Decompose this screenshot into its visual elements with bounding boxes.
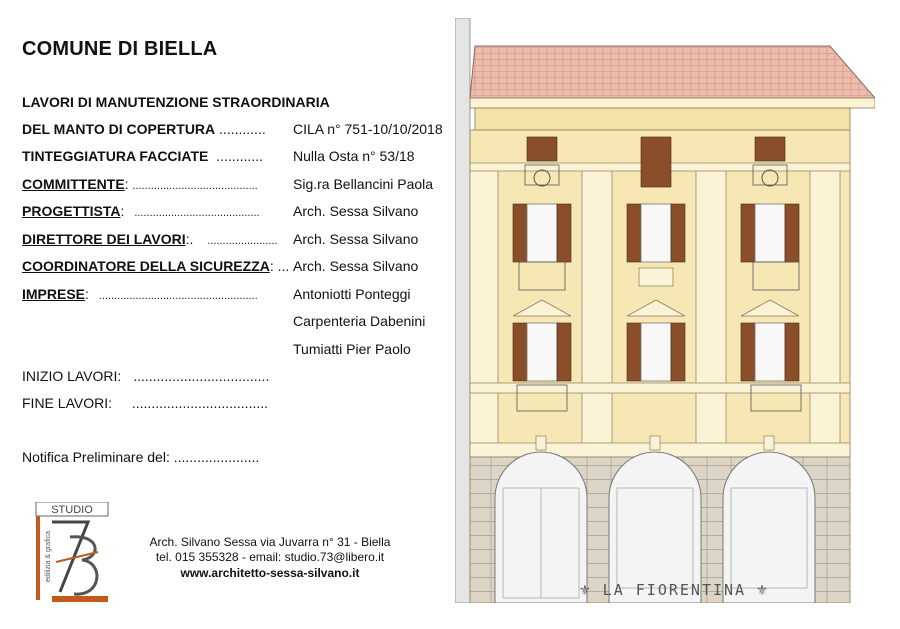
direttore-row: DIRETTORE DEI LAVORI:. ....................... [22,231,278,247]
imprese-value-3: Tumiatti Pier Paolo [293,341,411,357]
progettista-value: Arch. Sessa Silvano [293,203,419,219]
imprese-row: IMPRESE: .................................................... [22,286,258,302]
committente-row: COMMITTENTE: ......................................... [22,176,258,192]
direttore-label: DIRETTORE DEI LAVORI [22,231,186,247]
work-line-3-label: TINTEGGIATURA FACCIATE [22,148,209,164]
notifica-dots: ...................... [173,449,260,465]
work-line-3 [22,148,263,164]
fine-row [22,395,268,411]
work-line-2 [22,121,266,137]
brand-name: LA FIORENTINA [602,581,747,599]
imprese-value-2: Carpenteria Dabenini [293,313,426,329]
studio-73-logo [30,502,110,602]
imprese-label: IMPRESE [22,286,86,302]
work-line-2-label: DEL MANTO DI COPERTURA [22,121,216,137]
progettista-row: PROGETTISTA: ......................................... [22,203,260,219]
adjacent-wall [455,18,470,603]
inizio-label: INIZIO LAVORI: [22,368,122,384]
work-line-3-dots: ............ [216,148,263,164]
notifica-label: Notifica Preliminare del: [22,449,170,465]
direttore-dots: ....................... [207,235,278,247]
work-line-1: LAVORI DI MANUTENZIONE STRAORDINARIA [22,94,330,110]
committente-value: Sig.ra Bellancini Paola [293,176,434,192]
work-line-2-dots: ............ [219,121,266,137]
fleur-de-lis-icon: ⚜ [757,580,769,599]
logo-side-text: edilizia & grafica [45,531,52,582]
imprese-value-1: Antoniotti Ponteggi [293,286,411,302]
fleur-de-lis-icon: ⚜ [580,580,592,599]
coordinatore-value: Arch. Sessa Silvano [293,258,419,274]
coordinatore-dots: ... [277,258,290,274]
notifica-row [22,449,259,465]
fine-label: FINE LAVORI: [22,395,112,411]
brand-label [580,580,769,599]
work-line-3-value: Nulla Osta n° 53/18 [293,148,415,164]
committente-dots: ......................................... [132,180,258,192]
footer-contacts: tel. 015 355328 - email: studio.73@libero.it [155,550,385,564]
inizio-dots: ................................... [133,368,270,384]
imprese-dots: .................................................... [98,290,258,302]
direttore-value: Arch. Sessa Silvano [293,231,419,247]
roof [470,46,875,98]
coordinatore-label: COORDINATORE DELLA SICUREZZA [22,258,270,274]
coordinatore-row: COORDINATORE DELLA SICUREZZA: ... [22,258,290,274]
fine-dots: ................................... [131,395,269,411]
facade-drawing [455,18,875,603]
progettista-label: PROGETTISTA [22,203,121,219]
progettista-dots: ......................................... [134,207,260,219]
footer-address: Arch. Silvano Sessa via Juvarra n° 31 - Biella [149,535,391,549]
footer-website[interactable]: www.architetto-sessa-silvano.it [180,566,360,580]
work-line-2-value: CILA n° 751-10/10/2018 [293,121,443,137]
inizio-row [22,368,269,384]
page-title: COMUNE DI BIELLA [22,38,218,60]
logo-studio-text: STUDIO [51,504,93,516]
committente-label: COMMITTENTE [22,176,125,192]
